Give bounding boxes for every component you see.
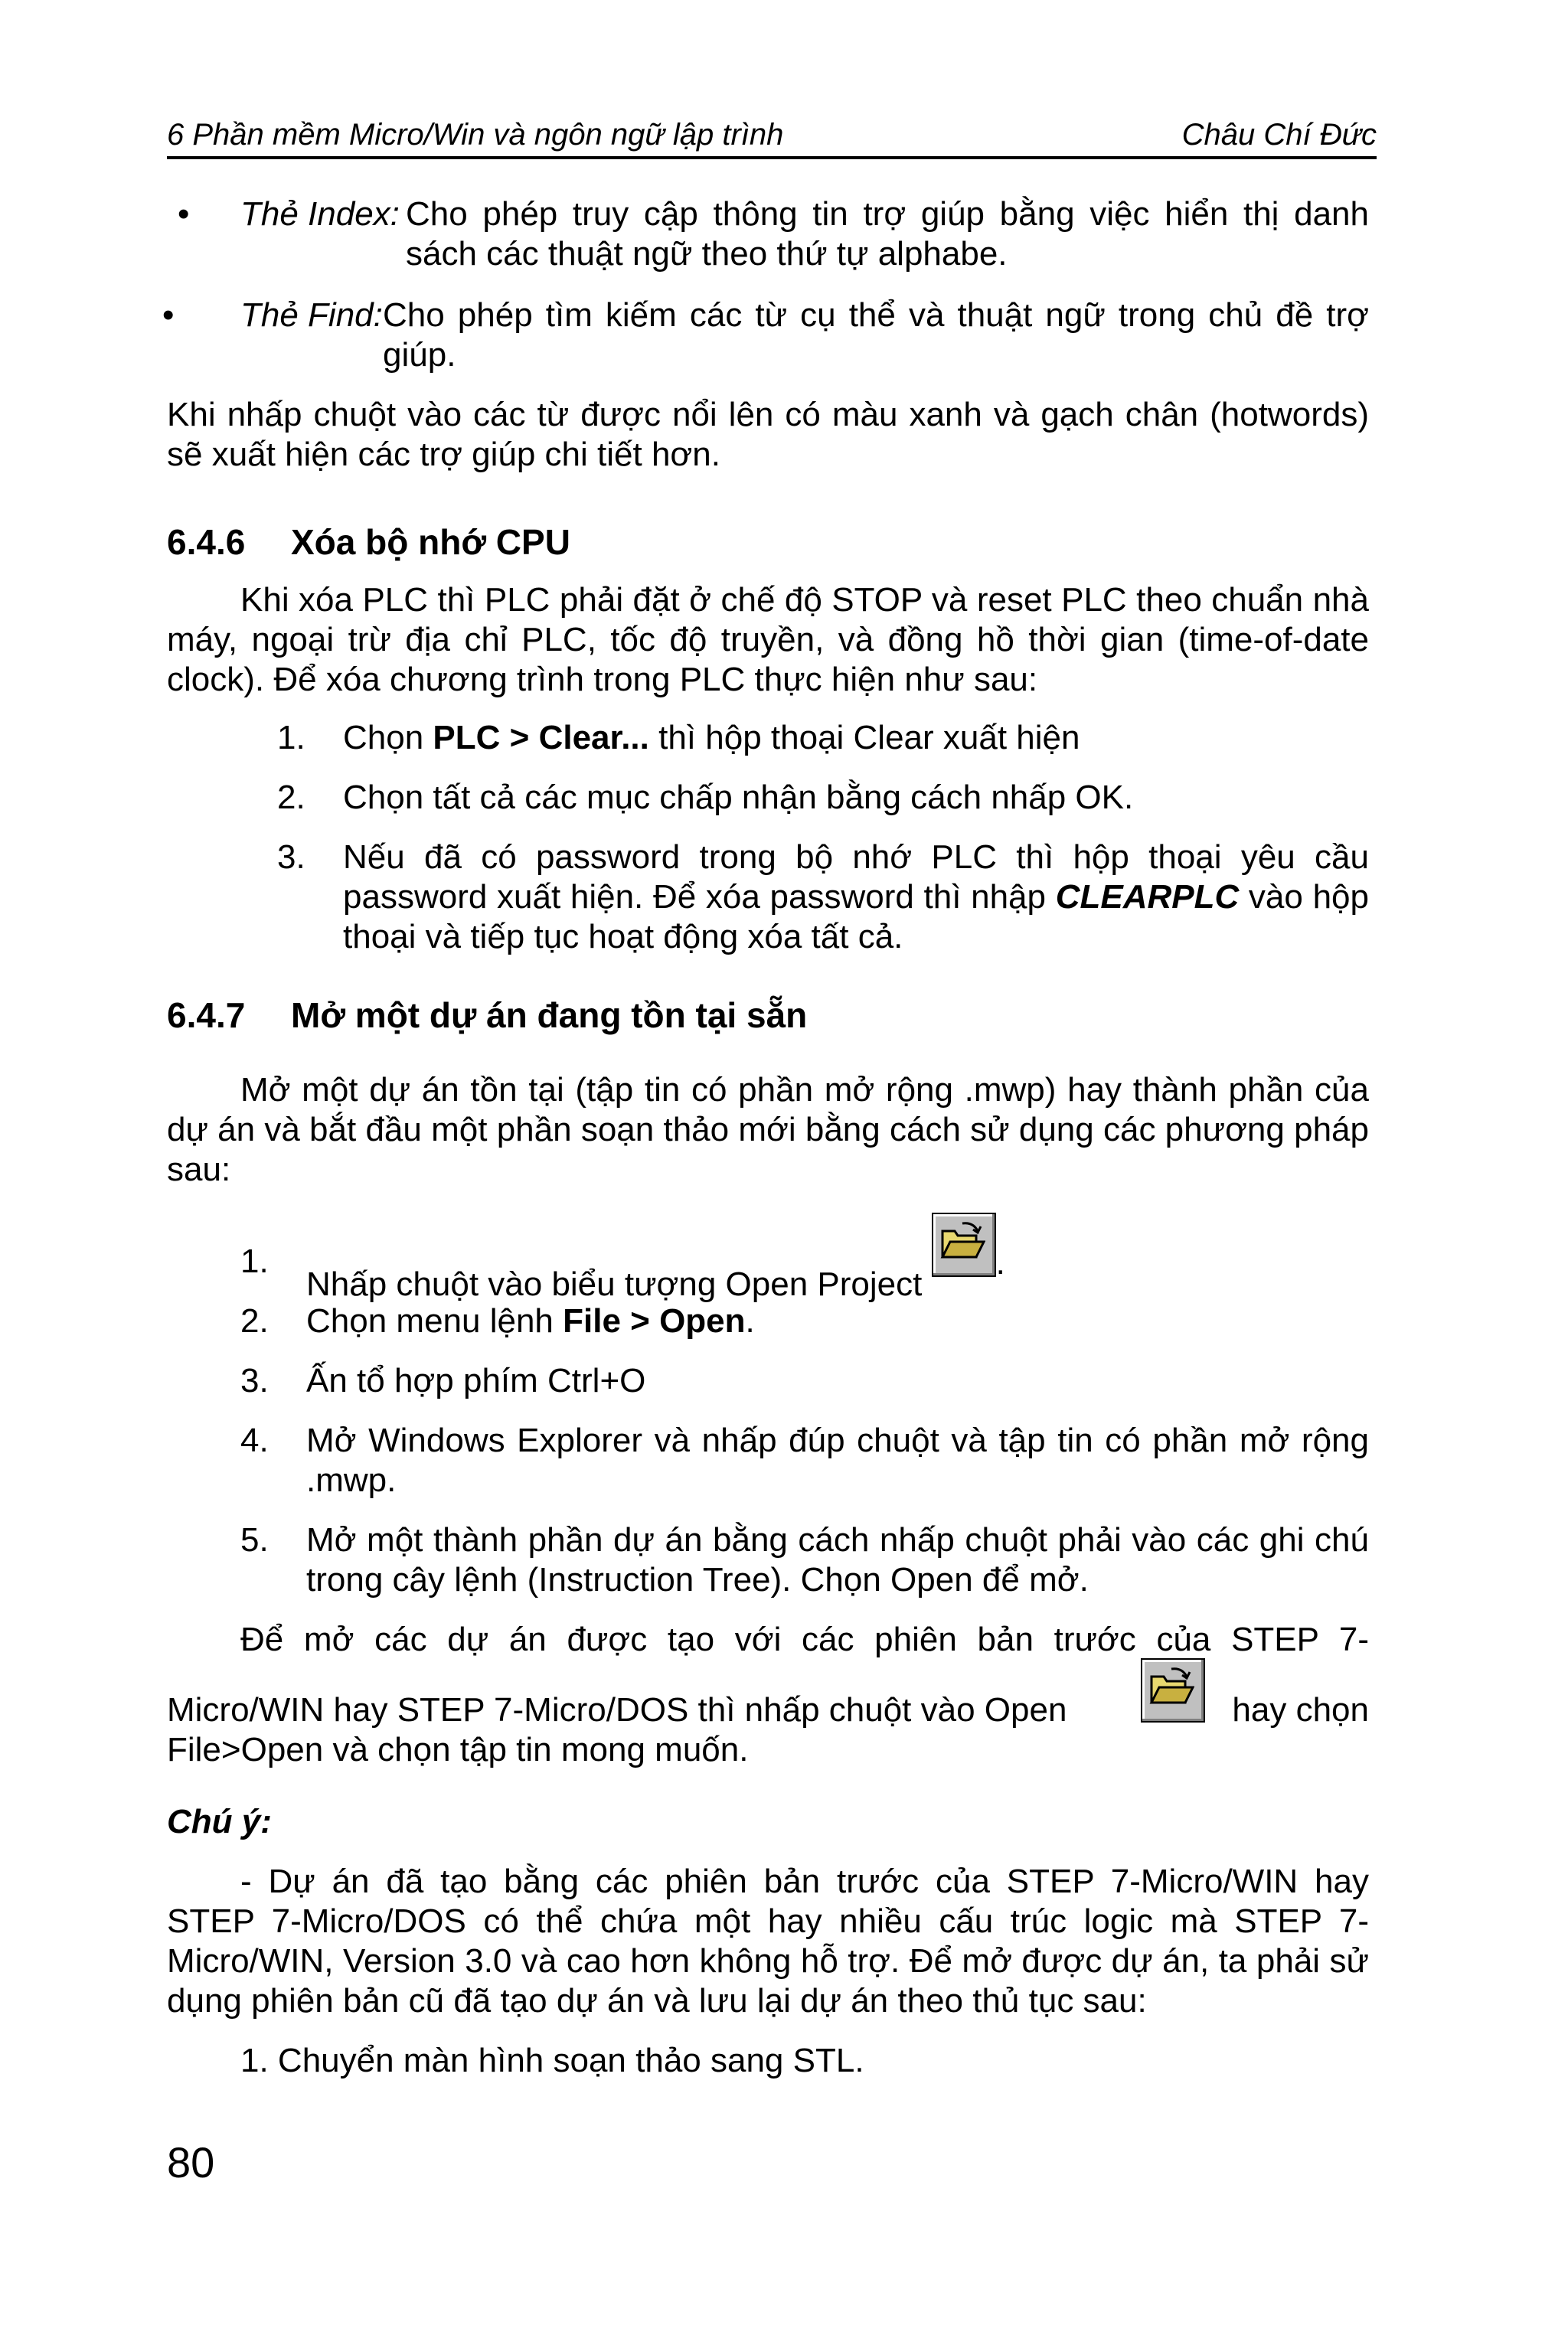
header-chapter-title: 6 Phần mềm Micro/Win và ngôn ngữ lập trình [167,118,784,152]
paragraph-clear-intro: Khi xóa PLC thì PLC phải đặt ở chế độ STOP và reset PLC theo chuẩn nhà máy, ngoại trừ địa chỉ PLC, tốc độ truyền, và đồng hồ thời gian (time-of-date clock). Để xóa chương trình trong PLC thực hiện như sau: [167,581,1369,698]
note-paragraph: - Dự án đã tạo bằng các phiên bản trước của STEP 7-Micro/WIN hay STEP 7-Micro/DOS có thể chứa một hay nhiều cấu trúc logic mà STEP 7-Micro/WIN, Version 3.0 và cao hơn không hỗ trợ. Để mở được dự án, ta phải sử dụng phiên bản cũ đã tạo dự án và lưu lại dự án theo thủ tục sau: [167,1863,1369,2020]
paragraph-text: hay chọn [1232,1691,1369,1729]
paragraph-old-versions: Để mở các dự án được tạo với các phiên bản trước của STEP 7- [240,1621,1369,1658]
section-title: Mở một dự án đang tồn tại sẵn [291,995,808,1035]
open-project-icon[interactable] [932,1213,996,1277]
paragraph-text: Micro/WIN hay STEP 7-Micro/DOS thì nhấp chuột vào Open [167,1691,1067,1729]
list-item [240,1361,1369,1401]
list-item [240,1301,1369,1341]
item-text: Mở Windows Explorer và nhấp đúp chuột và tập tin có phần mở rộng .mwp. [306,1422,1369,1499]
item-number: 2. [277,779,305,816]
item-number: 5. [240,1521,269,1559]
item-text: Chọn [343,719,433,756]
page-body [162,194,1369,2081]
section-heading-6-4-6 [167,522,1369,567]
item-number: 3. [277,838,305,876]
list-item [277,778,1369,818]
bullet-find [162,296,1369,375]
item-number: 3. [240,1362,269,1399]
item-text: . [995,1244,1005,1282]
section-title: Xóa bộ nhớ CPU [291,522,570,562]
item-text: Nếu đã có password trong bộ nhớ PLC thì hộp thoại yêu cầu password xuất hiện. Để xóa password thì nhập [343,838,1369,916]
item-text: Ấn tổ hợp phím Ctrl+O [306,1362,646,1399]
list-item [277,718,1369,758]
password-keyword: CLEARPLC [1055,878,1240,916]
bullet-index [178,194,1369,274]
item-text: Nhấp chuột vào biểu tượng Open Project [306,1265,932,1303]
bullet-term: Thẻ Index: [240,195,400,233]
paragraph-hotwords: Khi nhấp chuột vào các từ được nổi lên có màu xanh và gạch chân (hotwords) sẽ xuất hiện các trợ giúp chi tiết hơn. [167,396,1369,473]
bullet-dot: • [162,296,175,334]
bullet-dot: • [178,195,190,233]
open-icon[interactable] [1141,1658,1205,1723]
menu-command: PLC > Clear... [433,719,649,756]
item-number: 1. [277,719,305,756]
section-number: 6.4.6 [167,522,246,562]
paragraph-old-versions-line2 [167,1660,1369,1736]
item-text: Chọn menu lệnh [306,1302,564,1340]
bullet-text: Cho phép truy cập thông tin trợ giúp bằng việc hiển thị danh sách các thuật ngữ theo thứ tự alphabe. [406,195,1369,273]
item-text: thì hộp thoại Clear xuất hiện [648,719,1080,756]
list-item [240,1520,1369,1600]
item-number: 2. [240,1302,269,1340]
item-number: 1. [240,1243,269,1280]
item-number: 4. [240,1422,269,1459]
item-text: Mở một thành phần dự án bằng cách nhấp chuột phải vào các ghi chú trong cây lệnh (Instruction Tree). Chọn Open để mở. [306,1521,1369,1599]
section-heading-6-4-7 [167,995,1369,1040]
item-text: vào hộp thoại và tiếp tục hoạt động xóa tất cả. [343,878,1369,955]
list-item [277,838,1369,957]
section-number: 6.4.7 [167,995,246,1035]
bullet-term: Thẻ Find: [240,296,383,334]
page-number: 80 [167,2138,215,2186]
note-label: Chú ý: [167,1803,272,1840]
header-author: Châu Chí Đức [1181,118,1377,152]
list-item [240,1219,1369,1303]
item-text: . [745,1302,755,1340]
item-text: Chọn tất cả các mục chấp nhận bằng cách nhấp OK. [343,779,1134,816]
bullet-text: Cho phép tìm kiếm các từ cụ thể và thuật ngữ trong chủ đề trợ giúp. [383,296,1369,374]
step-1: 1. Chuyển màn hình soạn thảo sang STL. [240,2042,864,2079]
list-item [240,1421,1369,1501]
paragraph-text: File>Open và chọn tập tin mong muốn. [167,1731,749,1768]
paragraph-open-intro: Mở một dự án tồn tại (tập tin có phần mở rộng .mwp) hay thành phần của dự án và bắt đầu một phần soạn thảo mới bằng cách sử dụng các phương pháp sau: [167,1071,1369,1188]
running-header [167,113,1377,159]
menu-command: File > Open [563,1302,746,1340]
